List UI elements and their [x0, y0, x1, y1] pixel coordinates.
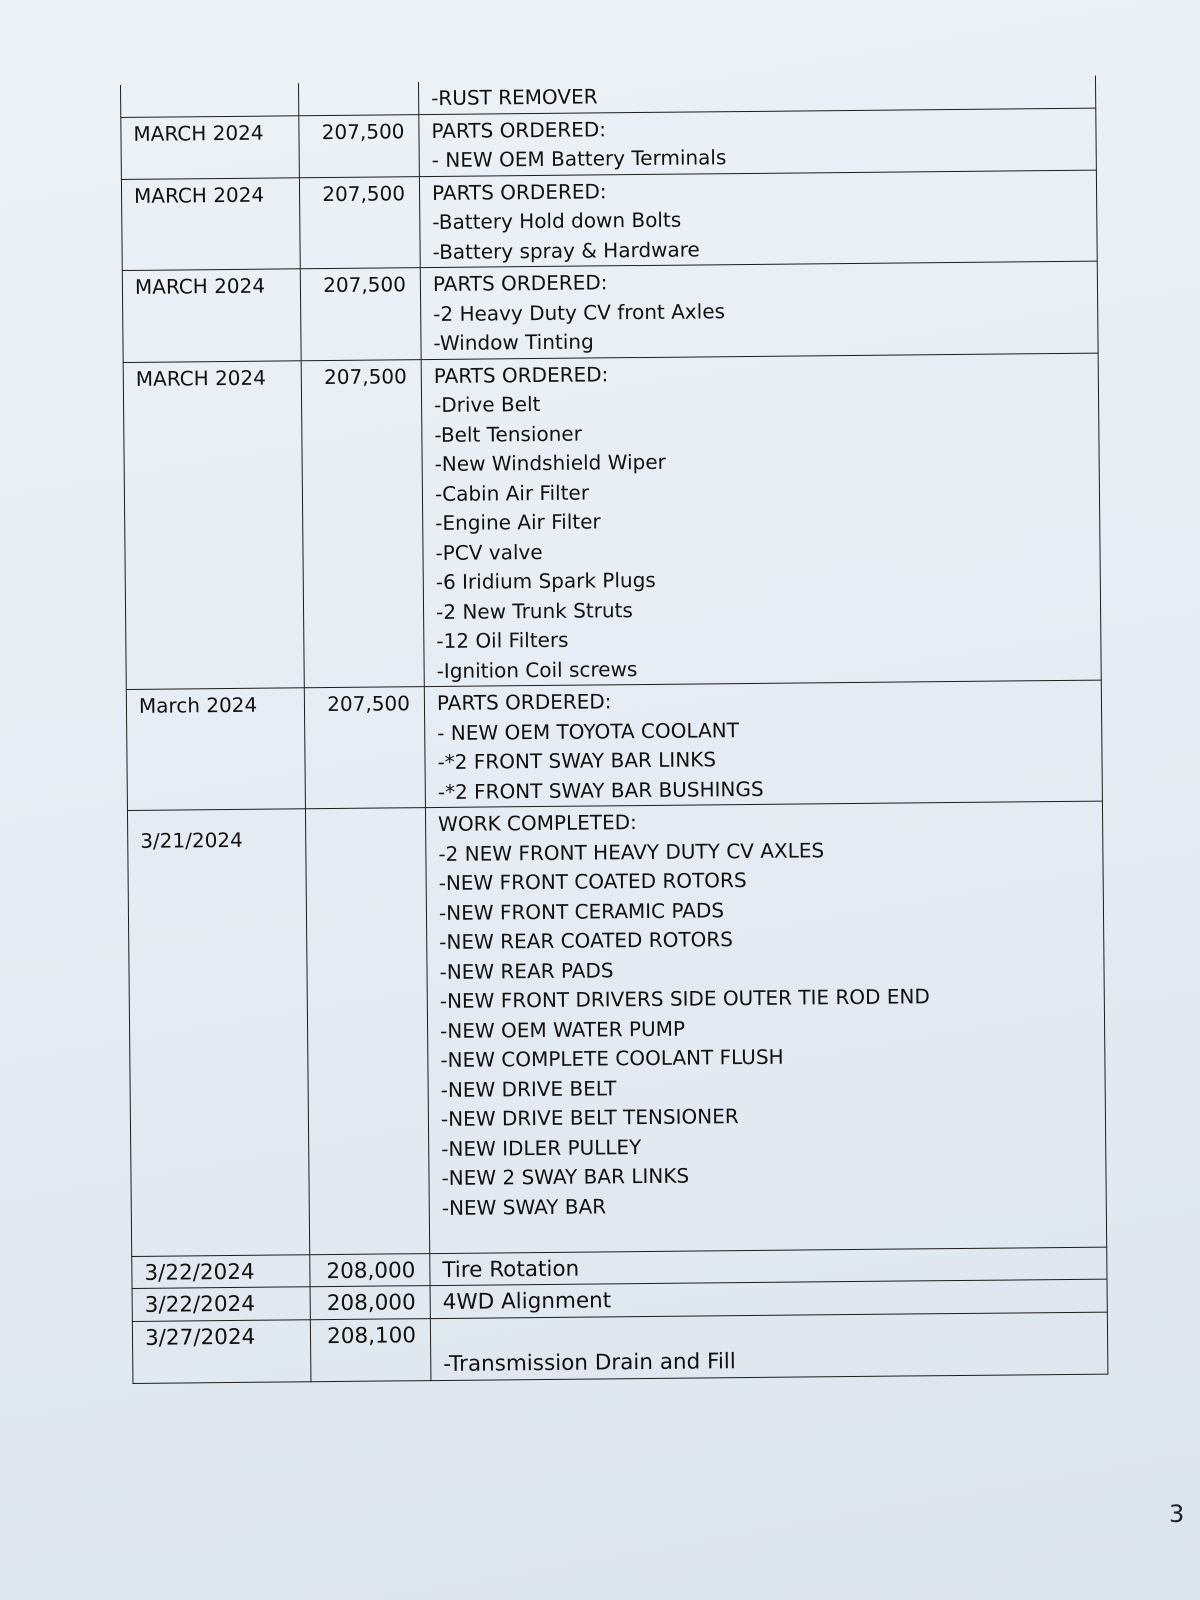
description-line: -New Windshield Wiper — [434, 449, 666, 476]
description-cell — [430, 1312, 1108, 1380]
description-line: -NEW REAR COATED ROTORS — [439, 927, 734, 954]
description-cell — [424, 680, 1102, 807]
description-line: -Belt Tensioner — [434, 421, 582, 447]
description-line: Tire Rotation — [442, 1256, 580, 1283]
description-line: -*2 FRONT SWAY BAR BUSHINGS — [437, 776, 764, 804]
maintenance-log-sheet — [120, 76, 1112, 1384]
description-line: -Battery Hold down Bolts — [432, 207, 682, 235]
mileage-cell: 208,100 — [310, 1318, 431, 1381]
description-line: -NEW DRIVE BELT — [440, 1075, 617, 1102]
mileage-cell — [305, 808, 429, 1255]
description-line: -NEW FRONT COATED ROTORS — [438, 868, 747, 895]
description-line: -NEW IDLER PULLEY — [441, 1134, 642, 1161]
table-row — [121, 170, 1097, 271]
description-line: -Ignition Coil screws — [436, 656, 638, 683]
description-cell — [419, 108, 1097, 176]
date-cell: March 2024 — [126, 688, 305, 811]
table-row — [122, 261, 1098, 362]
date-cell: 3/22/2024 — [132, 1254, 310, 1288]
date-cell: 3/27/2024 — [132, 1319, 311, 1383]
date-cell: MARCH 2024 — [121, 115, 300, 179]
table-row — [121, 108, 1097, 179]
mileage-cell: 207,500 — [300, 268, 421, 361]
description-line: - NEW OEM Battery Terminals — [431, 145, 727, 173]
description-line: -PCV valve — [435, 539, 543, 565]
description-line: -2 New Trunk Struts — [435, 597, 633, 624]
description-line: -Battery spray & Hardware — [432, 236, 700, 264]
date-cell — [120, 83, 298, 117]
description-line: -2 NEW FRONT HEAVY DUTY CV AXLES — [438, 837, 825, 866]
description-line: - NEW OEM TOYOTA COOLANT — [437, 717, 739, 745]
table-row — [127, 801, 1106, 1256]
description-line: -NEW REAR PADS — [439, 957, 614, 984]
date-cell: 3/21/2024 — [127, 809, 309, 1256]
table-row — [123, 353, 1101, 690]
mileage-cell: 208,000 — [310, 1253, 430, 1287]
mileage-cell: 207,500 — [299, 176, 420, 269]
description-line: 4WD Alignment — [442, 1288, 612, 1315]
description-line: PARTS ORDERED: — [432, 270, 608, 297]
description-line: -NEW OEM WATER PUMP — [439, 1016, 686, 1043]
description-line: -6 Iridium Spark Plugs — [435, 567, 656, 594]
maintenance-log-table — [120, 76, 1108, 1384]
mileage-cell: 208,000 — [310, 1286, 430, 1320]
description-line: -NEW DRIVE BELT TENSIONER — [440, 1104, 739, 1131]
mileage-cell: 207,500 — [304, 687, 425, 809]
description-line: -Window Tinting — [433, 329, 594, 356]
description-line: -Engine Air Filter — [435, 509, 601, 535]
description-cell — [425, 801, 1106, 1253]
description-line: PARTS ORDERED: — [436, 689, 612, 715]
table-row — [132, 1312, 1108, 1383]
date-cell: MARCH 2024 — [122, 269, 301, 362]
description-line: PARTS ORDERED: — [433, 361, 609, 388]
description-line: -NEW COMPLETE COOLANT FLUSH — [440, 1044, 784, 1072]
description-line: -NEW FRONT CERAMIC PADS — [438, 897, 725, 925]
description-line: -Cabin Air Filter — [434, 480, 590, 506]
description-cell — [419, 170, 1097, 268]
date-cell: MARCH 2024 — [121, 177, 300, 270]
description-line: -12 Oil Filters — [436, 627, 569, 653]
description-cell — [421, 353, 1101, 687]
mileage-cell: 207,500 — [299, 114, 420, 177]
table-row — [126, 680, 1102, 810]
description-line: -NEW SWAY BAR — [441, 1193, 607, 1220]
mileage-cell: 207,500 — [301, 359, 424, 688]
description-line: PARTS ORDERED: — [431, 178, 607, 205]
description-line: -2 Heavy Duty CV front Axles — [433, 298, 726, 326]
description-line: WORK COMPLETED: — [437, 810, 637, 836]
page-number: 3 — [1169, 1500, 1185, 1528]
mileage-cell — [298, 82, 418, 115]
description-line: -Drive Belt — [433, 391, 541, 417]
description-line: -*2 FRONT SWAY BAR LINKS — [437, 747, 717, 774]
description-line: -RUST REMOVER — [431, 84, 598, 111]
description-line: -NEW 2 SWAY BAR LINKS — [441, 1163, 690, 1190]
description-cell — [420, 261, 1098, 359]
date-cell: 3/22/2024 — [132, 1287, 310, 1321]
date-cell: MARCH 2024 — [123, 360, 304, 689]
description-line: PARTS ORDERED: — [431, 116, 607, 143]
description-line: -Transmission Drain and Fill — [443, 1349, 736, 1377]
description-line: -NEW FRONT DRIVERS SIDE OUTER TIE ROD END — [439, 984, 930, 1013]
